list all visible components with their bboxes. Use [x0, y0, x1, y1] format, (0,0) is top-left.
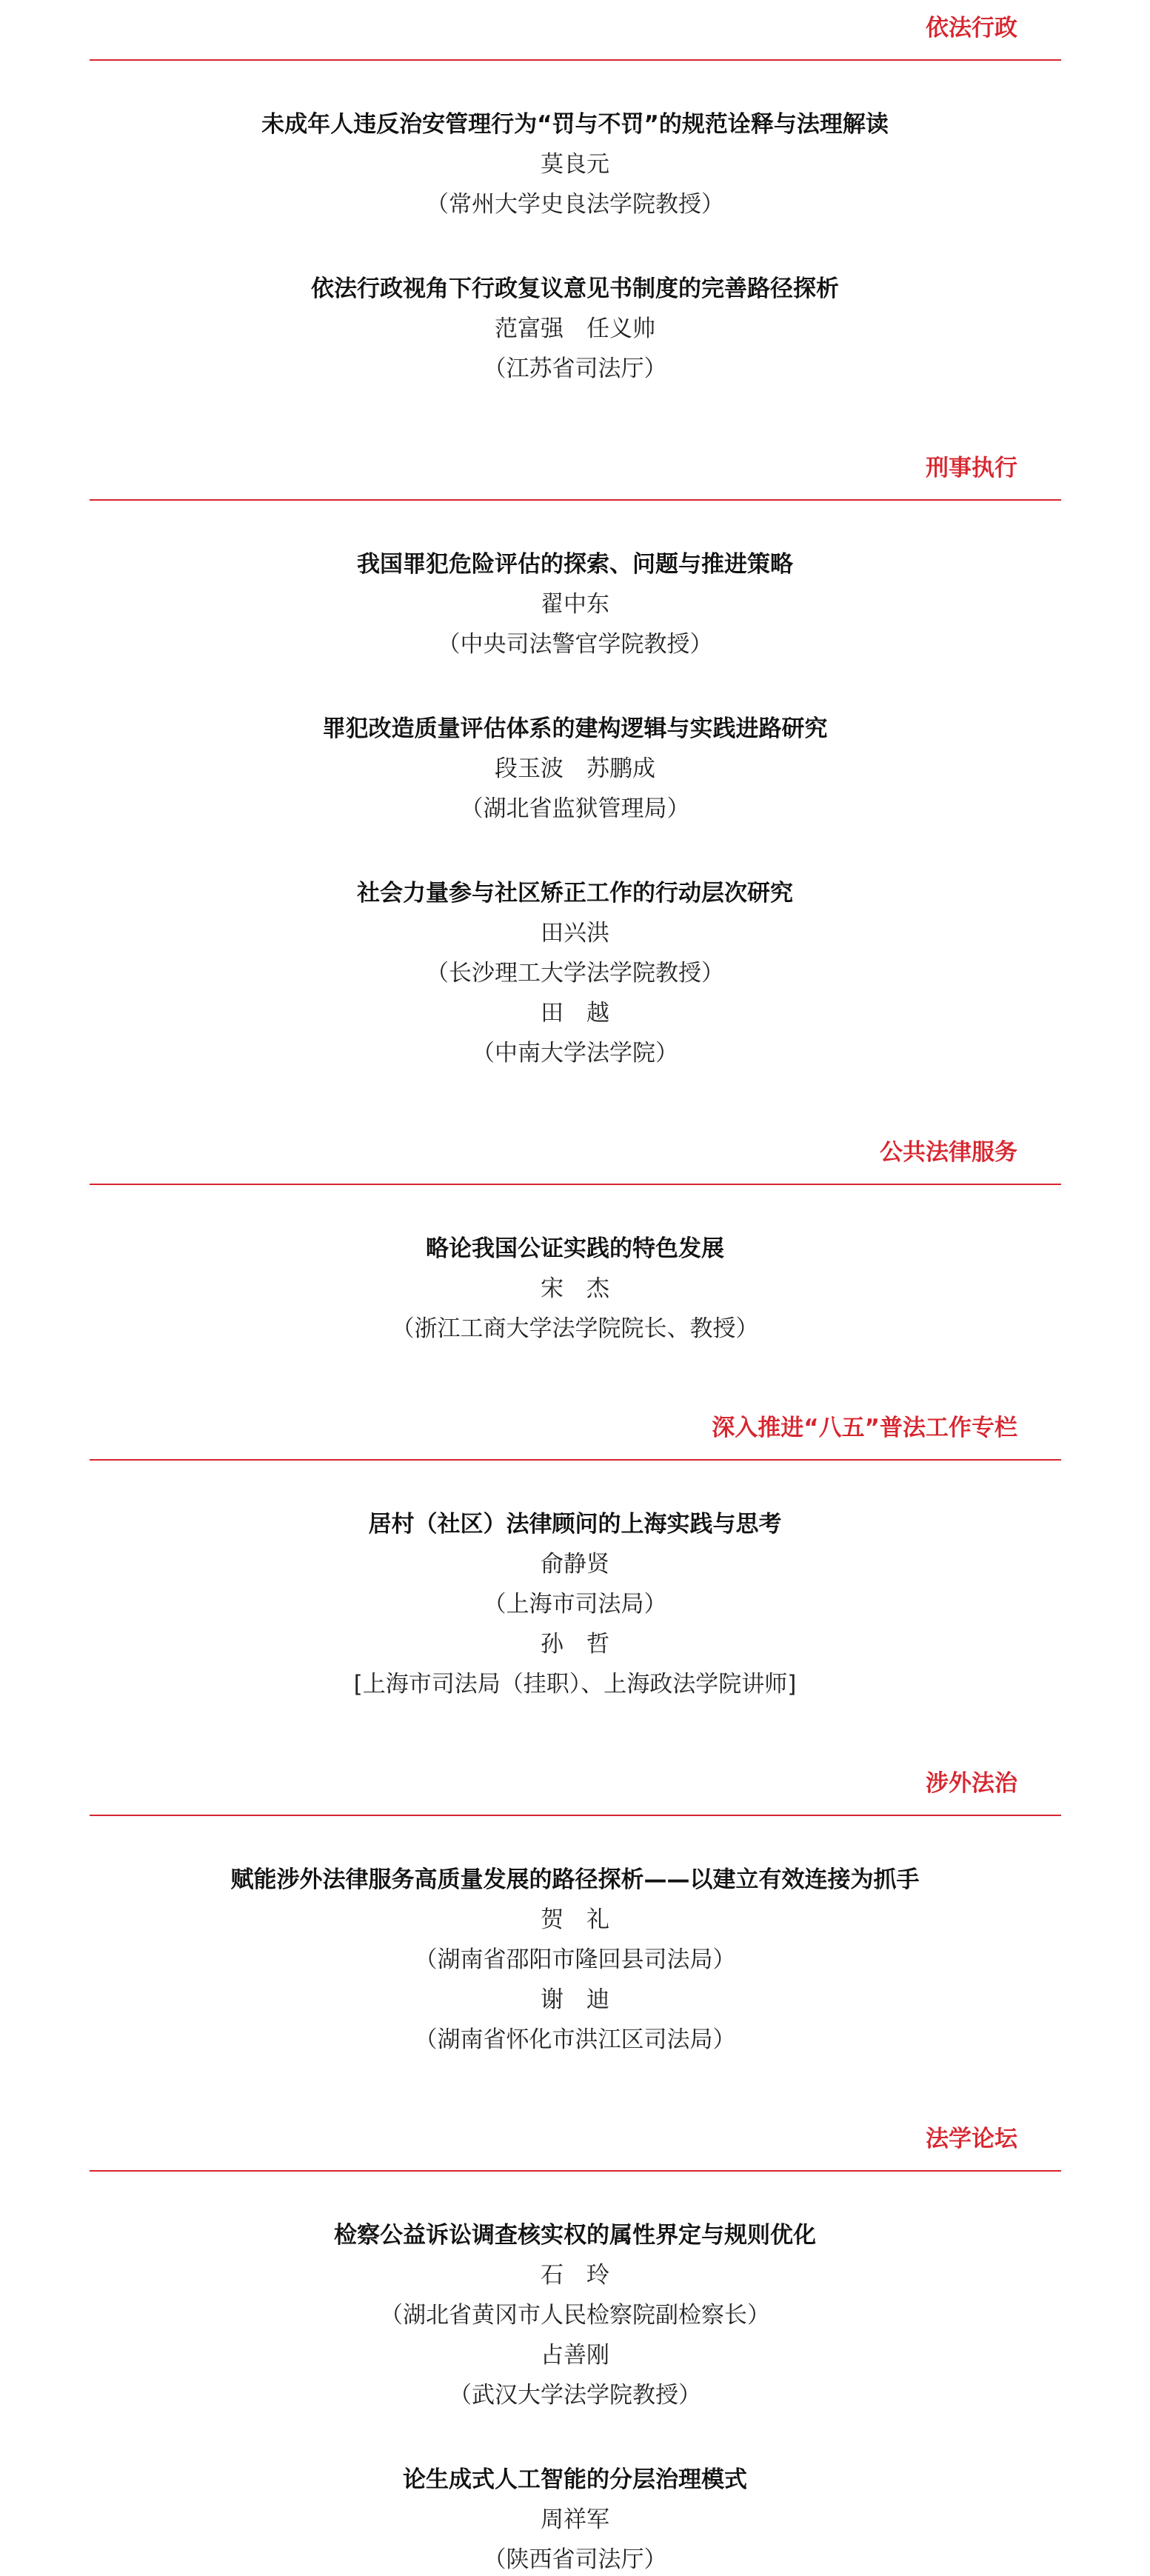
author-name: 孙 哲: [541, 1631, 609, 1658]
section-divider: [90, 1459, 1061, 1461]
author-affiliation: （浙江工商大学法学院院长、教授）: [391, 1315, 759, 1342]
section-title: 依法行政: [926, 15, 1017, 41]
author-affiliation: （湖南省怀化市洪江区司法局）: [414, 2026, 736, 2053]
author-name: 段玉波 苏鹏成: [495, 755, 655, 782]
article-title[interactable]: 罪犯改造质量评估体系的建构逻辑与实践进路研究: [322, 715, 828, 742]
author-name: 俞静贤: [541, 1551, 609, 1578]
author-name: 谢 迪: [541, 1986, 609, 2013]
author-name: 田兴洪: [541, 920, 609, 947]
author-affiliation: （陕西省司法厅）: [483, 2546, 667, 2573]
section-title: 刑事执行: [926, 455, 1017, 481]
article-title[interactable]: 赋能涉外法律服务高质量发展的路径探析——以建立有效连接为抓手: [230, 1866, 920, 1893]
section-divider: [90, 1184, 1061, 1185]
article-title[interactable]: 依法行政视角下行政复议意见书制度的完善路径探析: [311, 276, 839, 302]
author-affiliation: （中央司法警官学院教授）: [437, 631, 713, 658]
section-divider: [90, 1815, 1061, 1816]
article-title[interactable]: 略论我国公证实践的特色发展: [426, 1235, 724, 1262]
section-title: 公共法律服务: [880, 1139, 1017, 1166]
author-affiliation: （江苏省司法厅）: [483, 356, 667, 382]
section-title: 法学论坛: [926, 2126, 1017, 2152]
author-affiliation: [上海市司法局（挂职）、上海政法学院讲师]: [353, 1671, 797, 1698]
section-divider: [90, 2170, 1061, 2172]
article-title[interactable]: 我国罪犯危险评估的探索、问题与推进策略: [357, 551, 793, 578]
section-title: 深入推进“八五”普法工作专栏: [712, 1415, 1017, 1441]
article-title[interactable]: 未成年人违反治安管理行为“罚与不罚”的规范诠释与法理解读: [261, 111, 889, 138]
section-divider: [90, 499, 1061, 501]
author-name: 范富强 任义帅: [495, 316, 655, 342]
author-name: 占善刚: [541, 2342, 609, 2369]
article-title[interactable]: 论生成式人工智能的分层治理模式: [403, 2466, 747, 2493]
section-title: 涉外法治: [926, 1770, 1017, 1797]
author-affiliation: （常州大学史良法学院教授）: [426, 191, 724, 218]
author-name: 莫良元: [541, 151, 609, 178]
article-title[interactable]: 检察公益诉讼调查核实权的属性界定与规则优化: [334, 2222, 816, 2249]
author-name: 周祥军: [541, 2506, 609, 2533]
author-affiliation: （湖北省黄冈市人民检察院副检察长）: [380, 2302, 770, 2329]
author-name: 宋 杰: [541, 1275, 609, 1302]
author-affiliation: （中南大学法学院）: [472, 1040, 678, 1067]
article-title[interactable]: 居村（社区）法律顾问的上海实践与思考: [368, 1511, 782, 1538]
author-affiliation: （湖南省邵阳市隆回县司法局）: [414, 1946, 736, 1973]
author-affiliation: （武汉大学法学院教授）: [449, 2382, 701, 2409]
article-title[interactable]: 社会力量参与社区矫正工作的行动层次研究: [357, 880, 793, 907]
author-name: 田 越: [541, 1000, 609, 1027]
author-affiliation: （长沙理工大学法学院教授）: [426, 960, 724, 987]
author-name: 贺 礼: [541, 1906, 609, 1933]
author-affiliation: （湖北省监狱管理局）: [460, 795, 690, 822]
author-affiliation: （上海市司法局）: [483, 1591, 667, 1618]
author-name: 石 玲: [541, 2262, 609, 2289]
section-divider: [90, 59, 1061, 61]
author-name: 翟中东: [541, 591, 609, 618]
